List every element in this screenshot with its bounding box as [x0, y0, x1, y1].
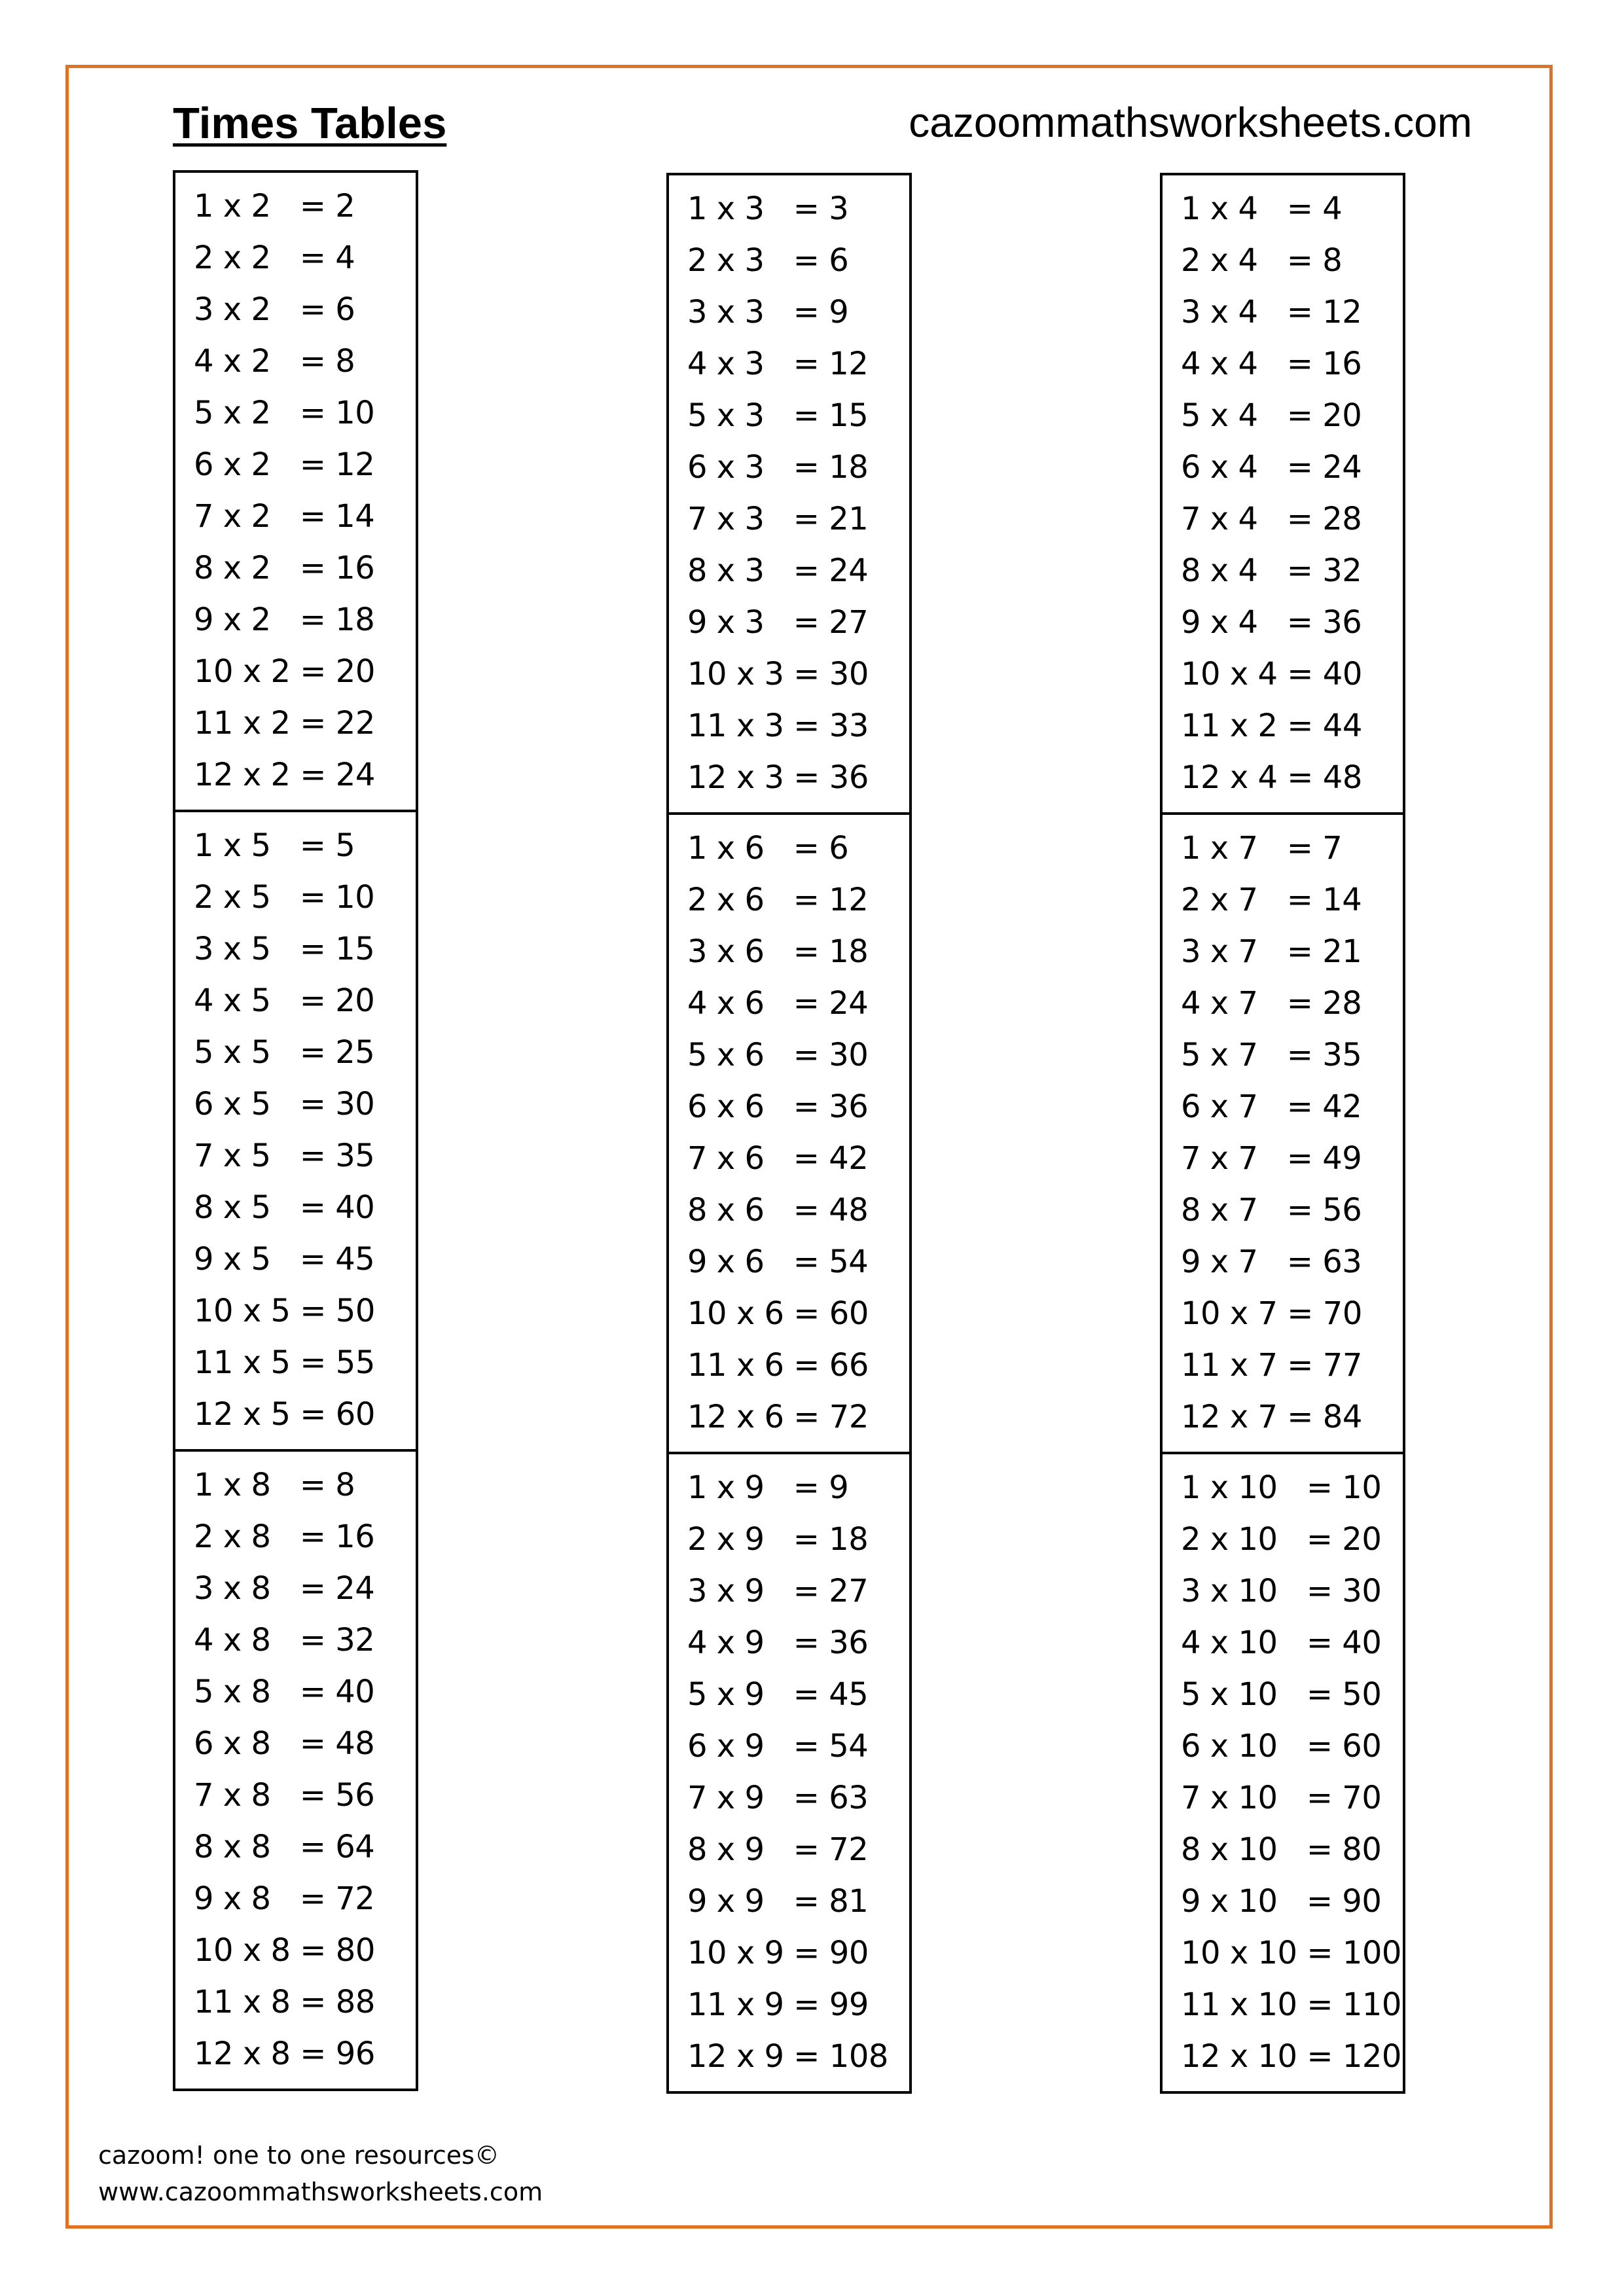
- page-title: Times Tables: [173, 99, 447, 148]
- table-row: 2 x 7 = 14: [1181, 882, 1362, 918]
- table-row: 4 x 7 = 28: [1181, 985, 1362, 1022]
- times-table-2: [173, 170, 418, 812]
- table-row: 12 x 8 = 96: [194, 2036, 375, 2072]
- table-row: 12 x 6 = 72: [687, 1399, 869, 1435]
- table-row: 4 x 4 = 16: [1181, 346, 1362, 382]
- table-row: 7 x 7 = 49: [1181, 1140, 1362, 1177]
- table-row: 2 x 3 = 6: [687, 242, 849, 279]
- times-table-10: [1160, 1452, 1405, 2094]
- table-row: 2 x 8 = 16: [194, 1518, 375, 1555]
- table-row: 5 x 3 = 15: [687, 397, 869, 434]
- table-row: 1 x 9 = 9: [687, 1469, 849, 1506]
- table-row: 3 x 10 = 30: [1181, 1573, 1382, 1609]
- table-row: 11 x 2 = 22: [194, 705, 375, 742]
- table-row: 11 x 9 = 99: [687, 1986, 869, 2023]
- table-row: 1 x 8 = 8: [194, 1467, 355, 1503]
- table-row: 11 x 5 = 55: [194, 1344, 375, 1381]
- table-row: 6 x 7 = 42: [1181, 1088, 1362, 1125]
- table-row: 1 x 5 = 5: [194, 827, 355, 864]
- times-table-6: [666, 812, 912, 1454]
- table-row: 5 x 4 = 20: [1181, 397, 1362, 434]
- table-row: 3 x 9 = 27: [687, 1573, 869, 1609]
- table-row: 7 x 10 = 70: [1181, 1780, 1382, 1816]
- times-table-7: [1160, 812, 1405, 1454]
- table-row: 4 x 3 = 12: [687, 346, 869, 382]
- table-row: 12 x 2 = 24: [194, 757, 375, 793]
- column-2: [666, 173, 912, 2094]
- table-row: 8 x 10 = 80: [1181, 1831, 1382, 1868]
- table-row: 5 x 8 = 40: [194, 1674, 375, 1710]
- table-row: 5 x 5 = 25: [194, 1034, 375, 1071]
- table-row: 7 x 6 = 42: [687, 1140, 869, 1177]
- column-1: [173, 170, 418, 2091]
- table-row: 4 x 9 = 36: [687, 1624, 869, 1661]
- table-row: 1 x 6 = 6: [687, 830, 849, 867]
- table-row: 8 x 5 = 40: [194, 1189, 375, 1226]
- footer: [98, 2137, 543, 2210]
- table-row: 12 x 10 = 120: [1181, 2038, 1401, 2075]
- table-row: 9 x 9 = 81: [687, 1883, 869, 1920]
- table-row: 9 x 7 = 63: [1181, 1244, 1362, 1280]
- table-row: 3 x 3 = 9: [687, 294, 849, 331]
- table-row: 11 x 2 = 44: [1181, 708, 1362, 744]
- table-row: 1 x 2 = 2: [194, 188, 355, 224]
- table-row: 10 x 7 = 70: [1181, 1295, 1362, 1332]
- table-row: 5 x 9 = 45: [687, 1676, 869, 1713]
- table-row: 8 x 3 = 24: [687, 552, 869, 589]
- table-row: 4 x 10 = 40: [1181, 1624, 1382, 1661]
- table-row: 11 x 10 = 110: [1181, 1986, 1401, 2023]
- table-row: 9 x 8 = 72: [194, 1880, 375, 1917]
- table-row: 7 x 3 = 21: [687, 501, 869, 537]
- column-3: [1160, 173, 1405, 2094]
- table-row: 9 x 4 = 36: [1181, 604, 1362, 641]
- table-row: 5 x 2 = 10: [194, 395, 375, 431]
- table-row: 3 x 6 = 18: [687, 933, 869, 970]
- table-row: 2 x 5 = 10: [194, 879, 375, 916]
- table-row: 4 x 6 = 24: [687, 985, 869, 1022]
- table-row: 2 x 6 = 12: [687, 882, 869, 918]
- table-row: 10 x 8 = 80: [194, 1932, 375, 1969]
- table-row: 10 x 9 = 90: [687, 1935, 869, 1971]
- table-row: 9 x 3 = 27: [687, 604, 869, 641]
- times-table-9: [666, 1452, 912, 2094]
- table-row: 6 x 4 = 24: [1181, 449, 1362, 486]
- table-row: 6 x 6 = 36: [687, 1088, 869, 1125]
- table-row: 1 x 3 = 3: [687, 190, 849, 227]
- table-row: 8 x 6 = 48: [687, 1192, 869, 1229]
- website-header: cazoommathsworksheets.com: [909, 99, 1472, 146]
- table-row: 7 x 8 = 56: [194, 1777, 375, 1814]
- table-row: 2 x 2 = 4: [194, 240, 355, 276]
- table-row: 9 x 10 = 90: [1181, 1883, 1382, 1920]
- times-table-3: [666, 173, 912, 815]
- table-row: 2 x 10 = 20: [1181, 1521, 1382, 1558]
- times-table-4: [1160, 173, 1405, 815]
- table-row: 3 x 4 = 12: [1181, 294, 1362, 331]
- table-row: 10 x 3 = 30: [687, 656, 869, 692]
- table-row: 8 x 4 = 32: [1181, 552, 1362, 589]
- table-row: 7 x 9 = 63: [687, 1780, 869, 1816]
- table-row: 3 x 5 = 15: [194, 931, 375, 967]
- table-row: 6 x 10 = 60: [1181, 1728, 1382, 1765]
- table-row: 10 x 4 = 40: [1181, 656, 1362, 692]
- table-row: 5 x 10 = 50: [1181, 1676, 1382, 1713]
- table-row: 6 x 2 = 12: [194, 446, 375, 483]
- table-row: 4 x 2 = 8: [194, 343, 355, 380]
- table-row: 4 x 5 = 20: [194, 982, 375, 1019]
- table-row: 12 x 9 = 108: [687, 2038, 888, 2075]
- table-row: 3 x 7 = 21: [1181, 933, 1362, 970]
- table-row: 8 x 8 = 64: [194, 1829, 375, 1865]
- table-row: 10 x 6 = 60: [687, 1295, 869, 1332]
- table-row: 6 x 5 = 30: [194, 1086, 375, 1122]
- table-row: 12 x 3 = 36: [687, 759, 869, 796]
- table-row: 7 x 2 = 14: [194, 498, 375, 535]
- table-row: 8 x 2 = 16: [194, 550, 375, 586]
- table-row: 11 x 8 = 88: [194, 1984, 375, 2020]
- table-row: 9 x 6 = 54: [687, 1244, 869, 1280]
- table-row: 11 x 6 = 66: [687, 1347, 869, 1384]
- table-row: 5 x 6 = 30: [687, 1037, 869, 1073]
- table-row: 6 x 9 = 54: [687, 1728, 869, 1765]
- table-row: 6 x 8 = 48: [194, 1725, 375, 1762]
- table-row: 12 x 5 = 60: [194, 1396, 375, 1433]
- table-row: 9 x 5 = 45: [194, 1241, 375, 1278]
- footer-copyright: cazoom! one to one resources©: [98, 2141, 499, 2170]
- table-row: 8 x 9 = 72: [687, 1831, 869, 1868]
- footer-url: www.cazoommathsworksheets.com: [98, 2178, 543, 2206]
- table-row: 10 x 5 = 50: [194, 1293, 375, 1329]
- table-row: 11 x 7 = 77: [1181, 1347, 1362, 1384]
- table-row: 4 x 8 = 32: [194, 1622, 375, 1659]
- table-row: 2 x 9 = 18: [687, 1521, 869, 1558]
- table-row: 6 x 3 = 18: [687, 449, 869, 486]
- table-row: 8 x 7 = 56: [1181, 1192, 1362, 1229]
- table-row: 10 x 2 = 20: [194, 653, 375, 690]
- table-row: 1 x 10 = 10: [1181, 1469, 1382, 1506]
- table-row: 12 x 7 = 84: [1181, 1399, 1362, 1435]
- table-row: 3 x 2 = 6: [194, 291, 355, 328]
- times-table-5: [173, 810, 418, 1452]
- table-row: 5 x 7 = 35: [1181, 1037, 1362, 1073]
- table-row: 7 x 5 = 35: [194, 1138, 375, 1174]
- table-row: 12 x 4 = 48: [1181, 759, 1362, 796]
- table-row: 2 x 4 = 8: [1181, 242, 1343, 279]
- table-row: 1 x 7 = 7: [1181, 830, 1343, 867]
- table-row: 11 x 3 = 33: [687, 708, 869, 744]
- table-row: 7 x 4 = 28: [1181, 501, 1362, 537]
- table-row: 9 x 2 = 18: [194, 601, 375, 638]
- times-table-8: [173, 1449, 418, 2091]
- table-row: 3 x 8 = 24: [194, 1570, 375, 1607]
- table-row: 10 x 10 = 100: [1181, 1935, 1401, 1971]
- table-row: 1 x 4 = 4: [1181, 190, 1343, 227]
